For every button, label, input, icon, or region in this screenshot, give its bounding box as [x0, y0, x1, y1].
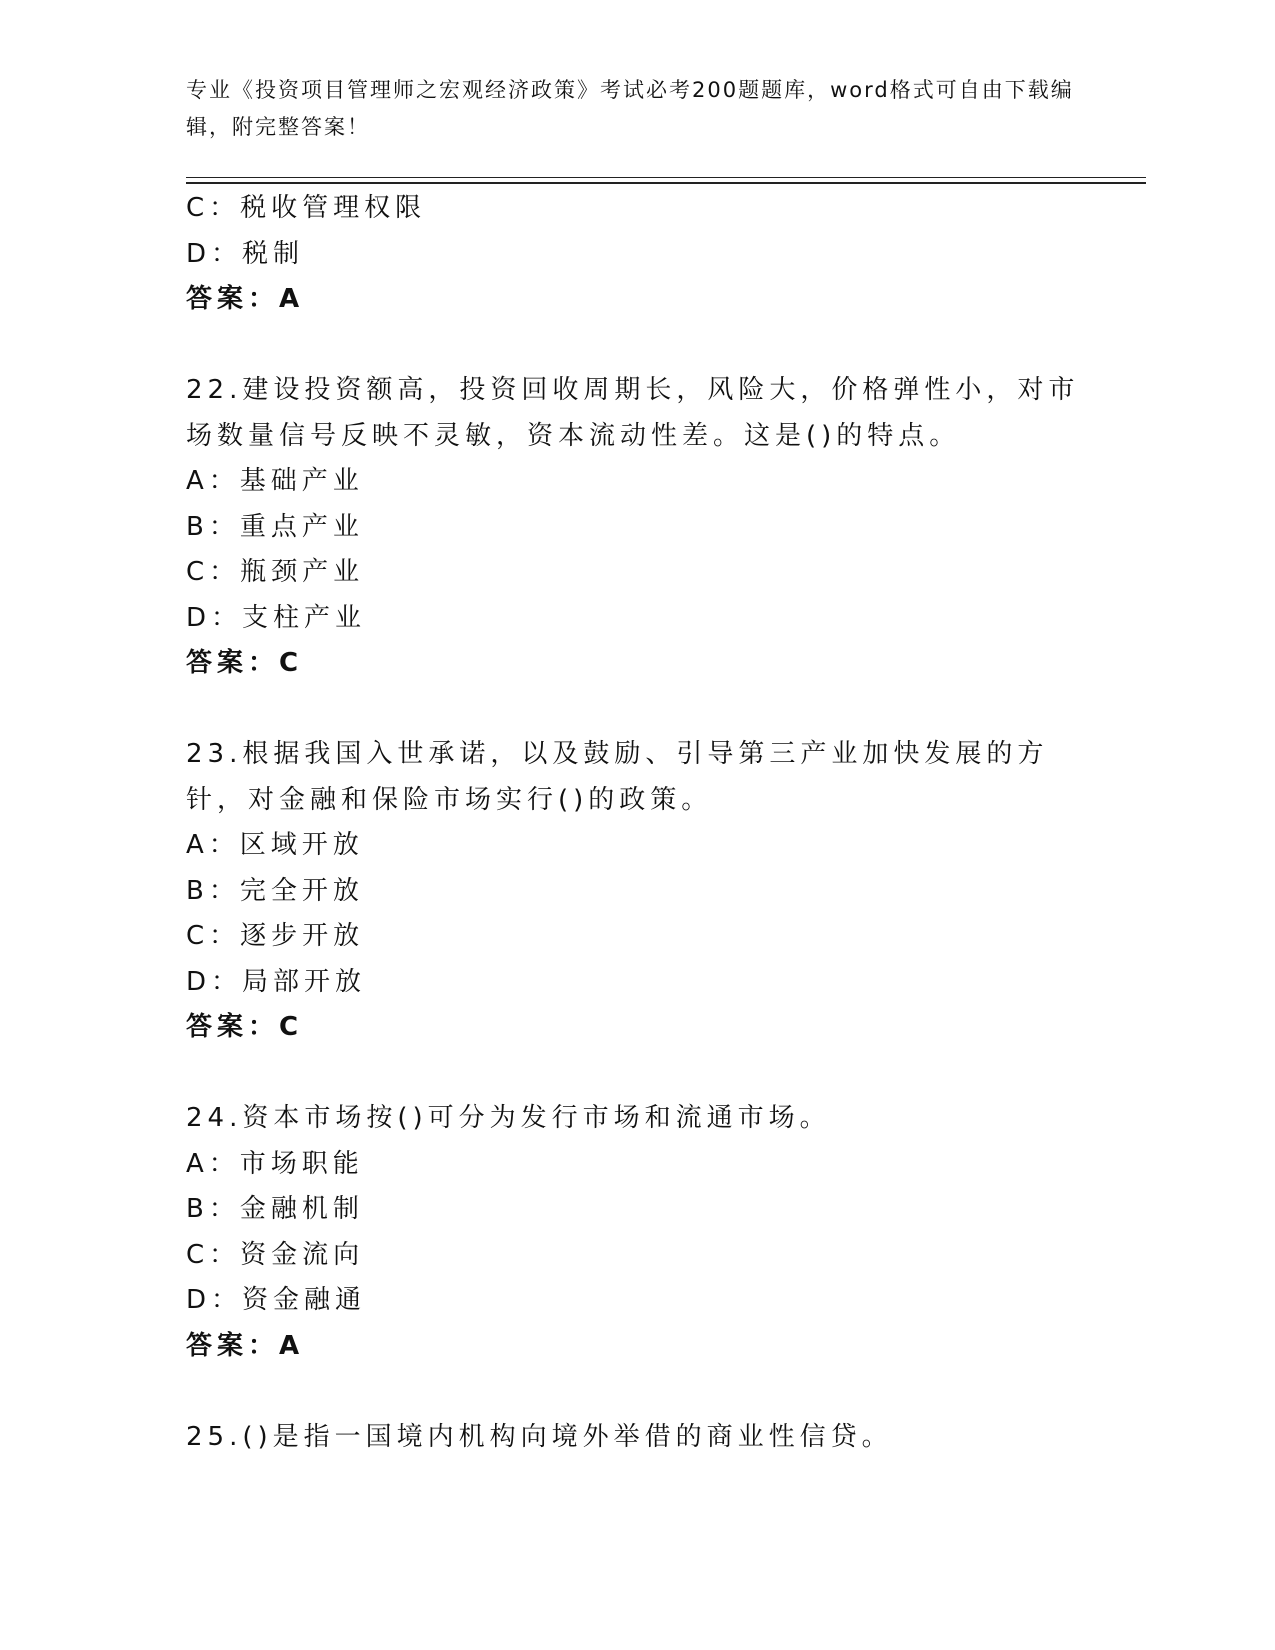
- option-letter: B：: [186, 511, 240, 542]
- option-row: [186, 186, 1086, 232]
- spacer: [186, 323, 1086, 369]
- option-letter: D：: [186, 238, 243, 269]
- document-header: [186, 72, 1086, 146]
- spacer: [186, 1369, 1086, 1415]
- option-row: [186, 550, 1086, 596]
- option-text: 区域开放: [239, 830, 364, 860]
- option-text: 资金流向: [240, 1239, 365, 1270]
- question-stem: 23.根据我国入世承诺，以及鼓励、引导第三产业加快发展的方针，对金融和保险市场实行()的政策。: [186, 739, 1049, 815]
- option-letter: A：: [186, 466, 240, 496]
- option-text: 支柱产业: [242, 602, 367, 633]
- option-letter: A：: [186, 1148, 240, 1179]
- option-row: [186, 869, 1086, 915]
- option-letter: A：: [186, 830, 240, 860]
- option-row: [186, 505, 1086, 551]
- question-21-continued: [186, 186, 1086, 323]
- question-24: [186, 1096, 1086, 1369]
- answer-line: 答案：A: [186, 284, 305, 314]
- option-row: [186, 960, 1086, 1006]
- option-letter: C：: [186, 921, 241, 951]
- option-letter: B：: [186, 1194, 240, 1224]
- answer-line: 答案：C: [186, 648, 304, 678]
- option-row: [186, 823, 1086, 869]
- header-title: 专业《投资项目管理师之宏观经济政策》考试必考200题题库，word格式可自由下载编辑，附完整答案！: [186, 78, 1074, 139]
- option-row: [186, 1142, 1086, 1188]
- option-row: [186, 1233, 1086, 1279]
- option-letter: D：: [186, 1285, 243, 1315]
- option-text: 逐步开放: [240, 921, 365, 951]
- answer-line: 答案：C: [186, 1012, 304, 1042]
- option-text: 完全开放: [239, 875, 364, 906]
- option-row: [186, 1187, 1086, 1233]
- option-text: 局部开放: [242, 966, 367, 997]
- header-divider-thick: [186, 182, 1146, 184]
- option-text: 资金融通: [242, 1285, 367, 1315]
- spacer: [186, 687, 1086, 733]
- question-25: [186, 1415, 1086, 1461]
- option-letter: C：: [186, 1239, 241, 1270]
- option-row: [186, 232, 1086, 278]
- header-divider-thin: [186, 177, 1146, 178]
- question-stem: 25.()是指一国境内机构向境外举借的商业性信贷。: [186, 1421, 893, 1452]
- option-row: [186, 459, 1086, 505]
- option-letter: C：: [186, 557, 241, 587]
- spacer: [186, 1051, 1086, 1097]
- option-text: 重点产业: [239, 511, 364, 542]
- option-row: [186, 596, 1086, 642]
- option-letter: D：: [186, 966, 243, 997]
- option-row: [186, 1278, 1086, 1324]
- option-text: 金融机制: [239, 1194, 364, 1224]
- question-stem: 22.建设投资额高，投资回收周期长，风险大，价格弹性小，对市场数量信号反映不灵敏，资本流动性差。这是()的特点。: [186, 375, 1080, 451]
- option-text: 基础产业: [239, 466, 364, 496]
- option-text: 瓶颈产业: [240, 557, 365, 587]
- option-text: 税制: [242, 238, 305, 269]
- question-stem: 24.资本市场按()可分为发行市场和流通市场。: [186, 1103, 831, 1133]
- option-letter: D：: [186, 602, 243, 633]
- answer-line: 答案：A: [186, 1330, 305, 1361]
- option-row: [186, 914, 1086, 960]
- option-letter: C：: [186, 193, 241, 223]
- question-23: [186, 732, 1086, 1051]
- option-text: 税收管理权限: [240, 193, 427, 223]
- question-22: [186, 368, 1086, 687]
- option-letter: B：: [186, 875, 240, 906]
- question-list: [186, 186, 1086, 1460]
- option-text: 市场职能: [239, 1148, 364, 1179]
